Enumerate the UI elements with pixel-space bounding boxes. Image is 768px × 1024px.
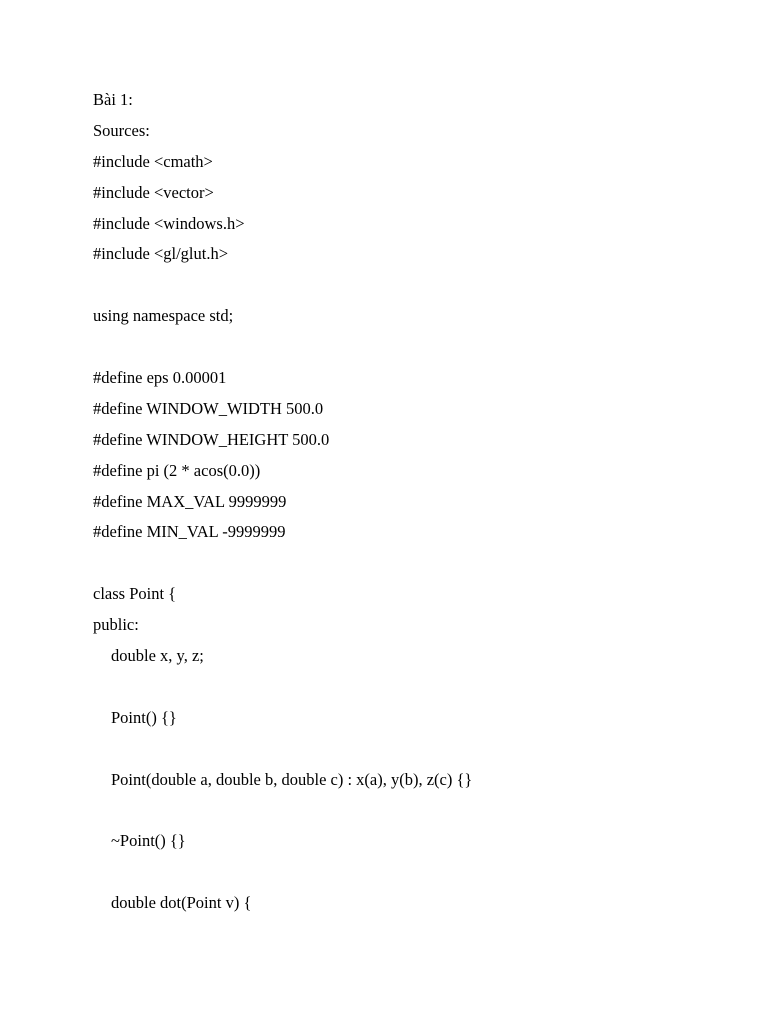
code-line: double x, y, z; bbox=[111, 646, 204, 666]
code-line: Bài 1: bbox=[93, 90, 133, 109]
code-line: Sources: bbox=[93, 120, 150, 140]
code-line: class Point { bbox=[93, 584, 177, 604]
code-line: using namespace std; bbox=[93, 306, 234, 326]
blank-line bbox=[93, 672, 472, 703]
code-line: #define MAX_VAL 9999999 bbox=[93, 491, 287, 511]
code-line: double dot(Point v) { bbox=[111, 893, 252, 913]
code-line: Point() {} bbox=[111, 707, 177, 727]
code-line: #include <gl/glut.h> bbox=[93, 244, 229, 264]
code-listing bbox=[93, 85, 472, 919]
code-line: public: bbox=[93, 615, 139, 635]
blank-line bbox=[93, 857, 472, 888]
blank-line bbox=[93, 734, 472, 765]
code-line: #include <vector> bbox=[93, 182, 214, 202]
code-line: #include <cmath> bbox=[93, 151, 213, 171]
code-line: #define pi (2 * acos(0.0)) bbox=[93, 460, 261, 480]
blank-line bbox=[93, 795, 472, 826]
code-line: #define eps 0.00001 bbox=[93, 368, 227, 388]
code-line: #define WINDOW_HEIGHT 500.0 bbox=[93, 429, 330, 449]
blank-line bbox=[93, 548, 472, 579]
code-line: Point(double a, double b, double c) : x(a), y(b), z(c) {} bbox=[111, 769, 473, 789]
code-line: #define MIN_VAL -9999999 bbox=[93, 522, 286, 542]
code-line: #include <windows.h> bbox=[93, 213, 245, 233]
code-line: ~Point() {} bbox=[111, 831, 186, 851]
blank-line bbox=[93, 332, 472, 363]
code-line: #define WINDOW_WIDTH 500.0 bbox=[93, 398, 324, 418]
blank-line bbox=[93, 270, 472, 301]
